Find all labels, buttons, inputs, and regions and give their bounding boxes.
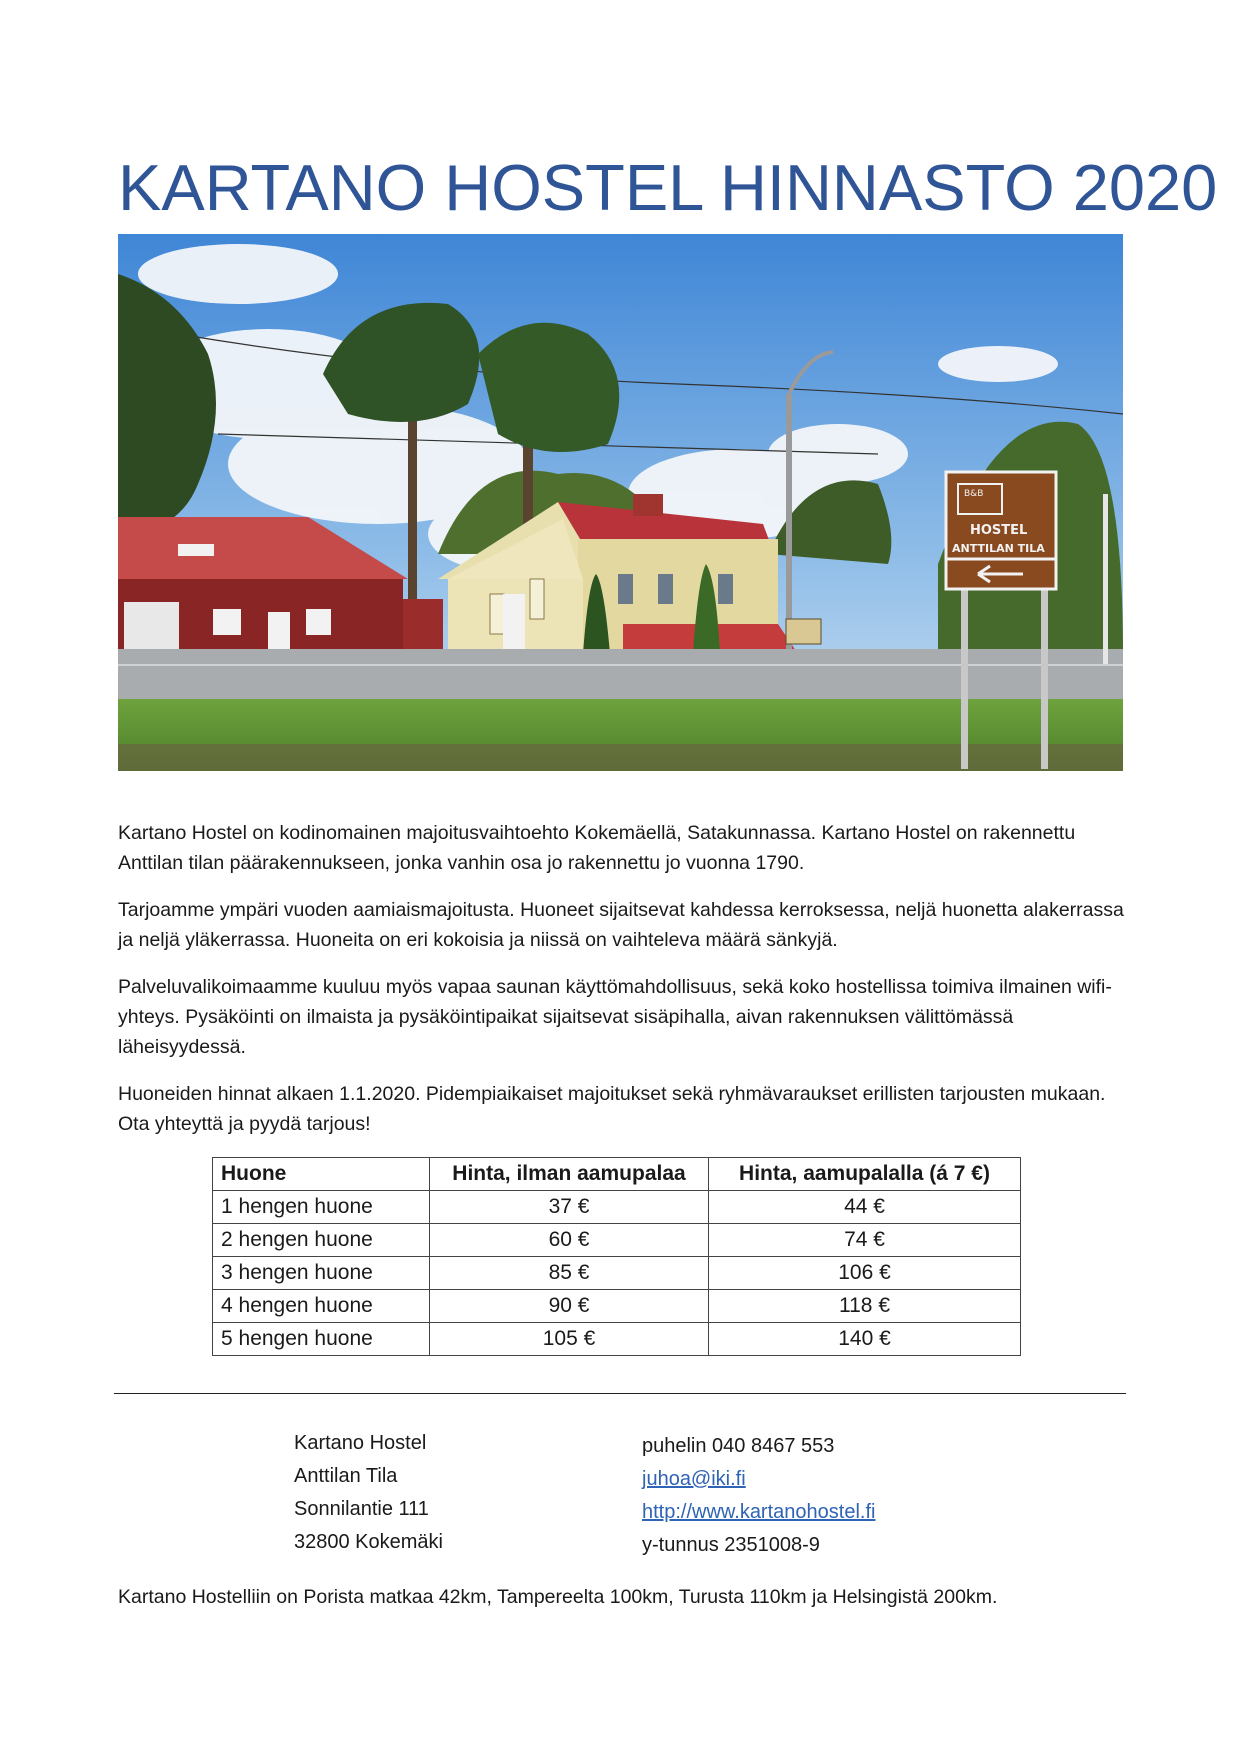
price-cell: 140 € [709, 1323, 1021, 1356]
address-block [294, 1427, 443, 1559]
intro-paragraph: Kartano Hostel on kodinomainen majoitusvaihtoehto Kokemäellä, Satakunnassa. Kartano Hostel on rakennettu Anttilan tilan päärakennukseen, jonka vanhin osa jo rakennettu jo vuonna 1790. [118, 822, 1076, 874]
price-cell: 105 € [430, 1323, 709, 1356]
room-cell: 5 hengen huone [213, 1323, 430, 1356]
table-row [213, 1191, 1021, 1224]
price-cell: 44 € [709, 1191, 1021, 1224]
room-cell: 3 hengen huone [213, 1257, 430, 1290]
table-row [213, 1290, 1021, 1323]
contact-farm: Anttilan Tila [294, 1465, 398, 1487]
table-row [213, 1224, 1021, 1257]
price-cell: 118 € [709, 1290, 1021, 1323]
contact-name: Kartano Hostel [294, 1432, 427, 1454]
website-link[interactable]: http://www.kartanohostel.fi [642, 1501, 876, 1523]
price-cell: 74 € [709, 1224, 1021, 1257]
email-link[interactable]: juhoa@iki.fi [642, 1468, 746, 1490]
contact-details-block [642, 1430, 875, 1562]
table-row [213, 1323, 1021, 1356]
contact-phone: puhelin 040 8467 553 [642, 1435, 835, 1457]
prices-paragraph: Huoneiden hinnat alkaen 1.1.2020. Pidempiaikaiset majoitukset sekä ryhmävaraukset erillisten tarjousten mukaan. Ota yhteyttä ja pyydä tarjous! [118, 1083, 1106, 1135]
column-header-price-without-breakfast: Hinta, ilman aamupalaa [430, 1158, 709, 1191]
table-header-row [213, 1158, 1021, 1191]
sign-farm-text: ANTTILAN TILA [952, 542, 1045, 555]
distances-note: Kartano Hostelliin on Porista matkaa 42km, Tampereelta 100km, Turusta 110km ja Helsingistä 200km. [118, 1586, 998, 1608]
price-table [212, 1157, 1021, 1356]
contact-city: 32800 Kokemäki [294, 1531, 443, 1553]
sign-bb-text: B&B [964, 489, 984, 499]
room-cell: 1 hengen huone [213, 1191, 430, 1224]
column-header-price-with-breakfast: Hinta, aamupalalla (á 7 €) [709, 1158, 1021, 1191]
hostel-photo [118, 234, 1123, 771]
contact-street: Sonnilantie 111 [294, 1498, 429, 1520]
room-cell: 2 hengen huone [213, 1224, 430, 1257]
price-cell: 90 € [430, 1290, 709, 1323]
rooms-paragraph: Tarjoamme ympäri vuoden aamiaismajoitusta. Huoneet sijaitsevat kahdessa kerroksessa, neljä huonetta alakerrassa ja neljä yläkerrassa. Huoneita on eri kokoisia ja niissä on vaihteleva määrä sänkyjä. [118, 899, 1124, 951]
price-cell: 37 € [430, 1191, 709, 1224]
services-paragraph: Palveluvalikoimaamme kuuluu myös vapaa saunan käyttömahdollisuus, sekä koko hostellissa toimiva ilmainen wifi-yhteys. Pysäköinti on ilmaista ja pysäköintipaikat sijaitsevat sisäpihalla, aivan rakennuksen välittömässä läheisyydessä. [118, 976, 1112, 1058]
table-row [213, 1257, 1021, 1290]
column-header-room: Huone [213, 1158, 430, 1191]
sign-hostel-text: HOSTEL [970, 523, 1028, 538]
page-title: KARTANO HOSTEL HINNASTO 2020 [118, 151, 1218, 224]
price-cell: 60 € [430, 1224, 709, 1257]
price-cell: 106 € [709, 1257, 1021, 1290]
room-cell: 4 hengen huone [213, 1290, 430, 1323]
business-id: y-tunnus 2351008-9 [642, 1534, 820, 1556]
price-cell: 85 € [430, 1257, 709, 1290]
footer-divider [114, 1393, 1126, 1394]
